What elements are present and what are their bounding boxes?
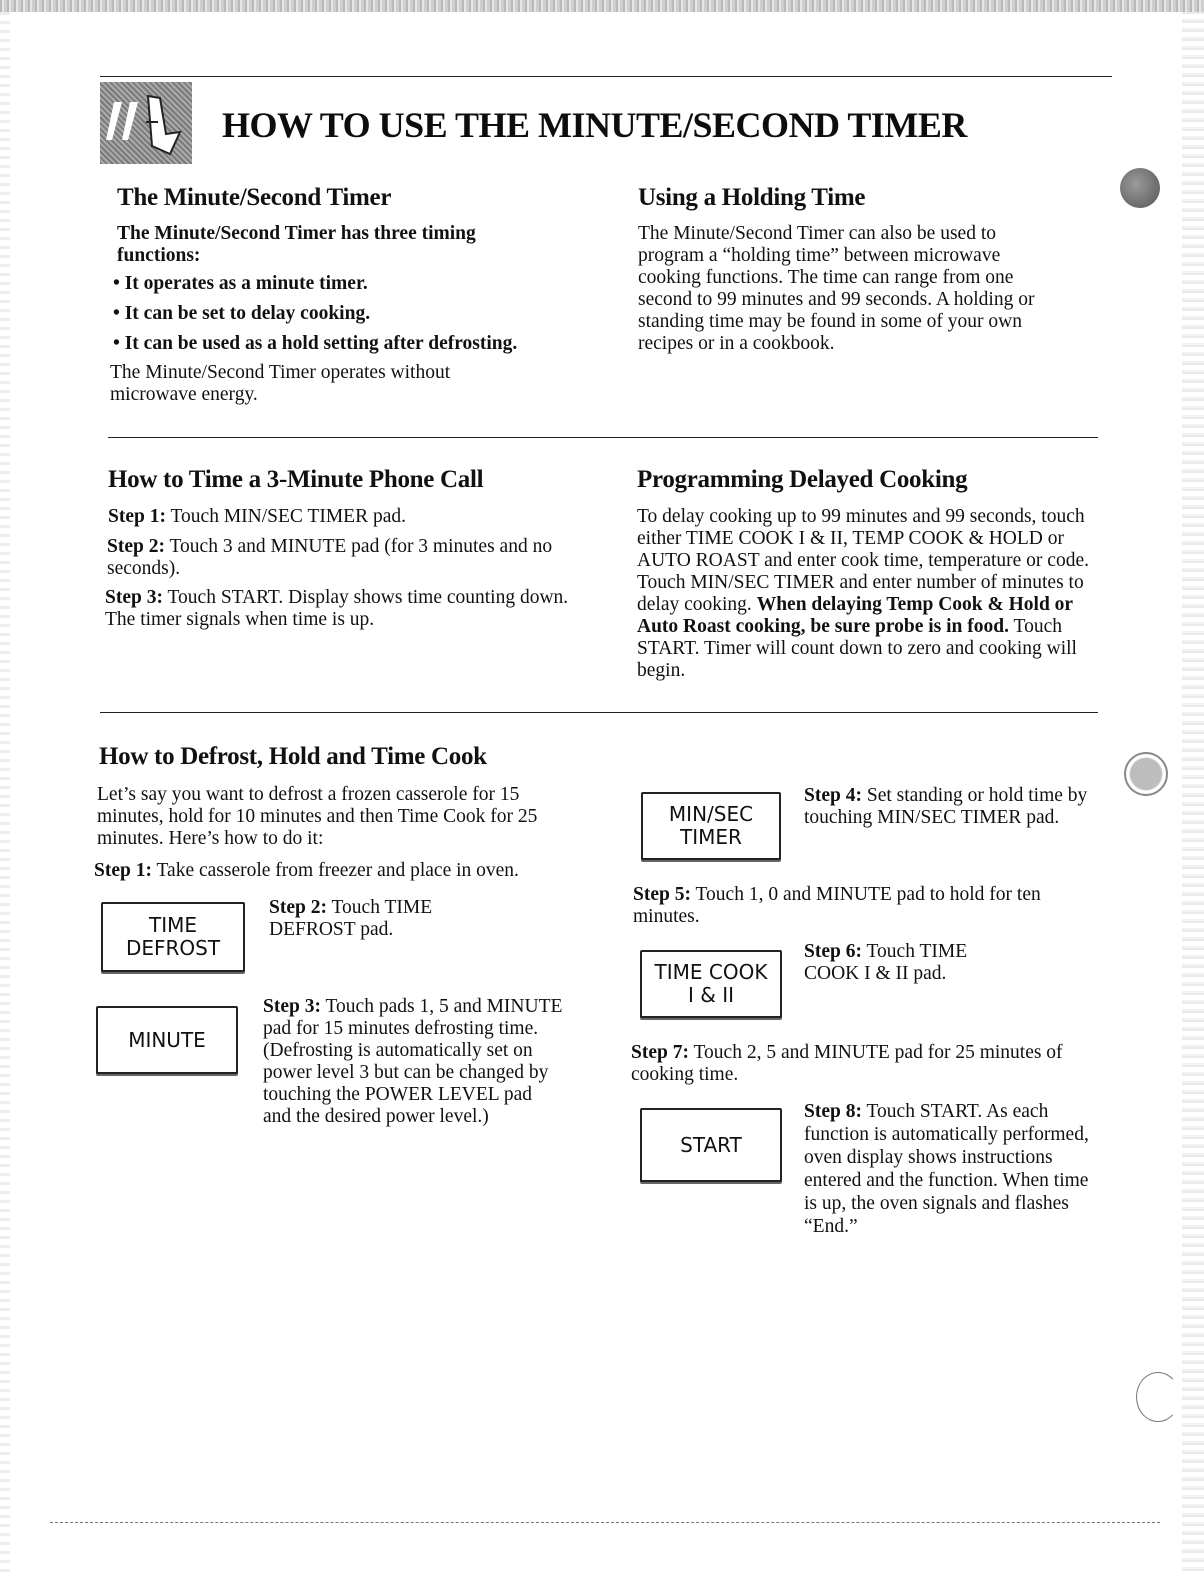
pad-label: TIME COOK I & II <box>654 960 768 1007</box>
step-text: Set standing or hold time by touching MIN/SEC TIMER pad. <box>804 785 1088 828</box>
list-item: • It can be set to delay cooking. <box>113 303 517 325</box>
pad-label: MINUTE <box>128 1027 206 1052</box>
phone-call-heading: How to Time a 3-Minute Phone Call <box>108 466 484 493</box>
step-label: Step 1: <box>94 860 152 881</box>
pad-label: START <box>680 1132 742 1157</box>
start-pad[interactable] <box>640 1108 782 1182</box>
step-label: Step 4: <box>804 785 862 806</box>
step-text: Touch TIME COOK I & II pad. <box>804 941 968 984</box>
hand-pointer-icon <box>100 82 192 164</box>
step-text: Touch MIN/SEC TIMER pad. <box>165 506 407 527</box>
defrost-hold-heading: How to Defrost, Hold and Time Cook <box>99 743 487 770</box>
step-text: Touch START. Display shows time counting down. The timer signals when time is up. <box>105 587 569 630</box>
step-label: Step 3: <box>263 996 321 1017</box>
defrost-hold-intro: Let’s say you want to defrost a frozen casserole for 15 minutes, hold for 10 minutes and then Time Cook for 25 minutes. Here’s how to do it: <box>97 784 538 849</box>
timer-section-heading: The Minute/Second Timer <box>117 184 392 211</box>
holding-time-heading: Using a Holding Time <box>638 184 866 211</box>
defrost-step-6 <box>804 941 1024 985</box>
step-text: Touch START. As each function is automatically performed, oven display shows instructions entered and the function. When time is up, the oven signals and flashes “End.” <box>804 1101 1089 1237</box>
scan-left-edge <box>0 12 10 1572</box>
punch-hole <box>1136 1372 1180 1422</box>
pad-label: MIN/SEC TIMER <box>668 802 754 849</box>
section-divider <box>100 712 1098 713</box>
step-label: Step 8: <box>804 1101 862 1122</box>
step-label: Step 5: <box>633 884 691 905</box>
delayed-cooking-heading: Programming Delayed Cooking <box>637 466 968 493</box>
list-item: • It operates as a minute timer. <box>113 273 517 295</box>
timer-intro: The Minute/Second Timer has three timing functions: <box>117 223 476 266</box>
step-text: Touch 3 and MINUTE pad (for 3 minutes and no seconds). <box>107 536 553 579</box>
phone-call-step-1 <box>108 506 578 528</box>
time-defrost-pad[interactable] <box>101 902 245 972</box>
timer-functions-list <box>113 273 517 363</box>
phone-call-step-3 <box>105 587 575 631</box>
delayed-cooking-text: To delay cooking up to 99 minutes and 99 seconds, touch either TIME COOK I & II, TEMP COOK & HOLD or AUTO ROAST and enter cook time, temperature or code. Touch MIN/SEC TIMER and enter number of minutes to delay cooking. <box>637 506 1089 615</box>
bottom-edge-line <box>50 1522 1160 1523</box>
step-text: Touch 2, 5 and MINUTE pad for 25 minutes of cooking time. <box>631 1042 1063 1085</box>
delayed-cooking-warning: When delaying Temp Cook & Hold or Auto Roast cooking, be sure probe is in food. <box>637 594 1073 637</box>
step-text: Touch TIME DEFROST pad. <box>269 897 433 940</box>
page-tab-marker <box>1120 168 1160 208</box>
minute-pad[interactable] <box>96 1006 238 1074</box>
page-title: HOW TO USE THE MINUTE/SECOND TIMER <box>222 105 967 145</box>
list-item: • It can be used as a hold setting after defrosting. <box>113 333 517 355</box>
page-tab-marker-secondary <box>1124 752 1168 796</box>
pad-label: TIME DEFROST <box>125 913 221 960</box>
step-text: Touch 1, 0 and MINUTE pad to hold for ten minutes. <box>633 884 1041 927</box>
scan-top-edge <box>0 0 1204 12</box>
scan-right-edge <box>1182 12 1204 1572</box>
step-label: Step 2: <box>107 536 165 557</box>
delayed-cooking-text-end: Touch START. Timer will count down to zero and cooking will begin. <box>637 616 1077 681</box>
step-text: Touch pads 1, 5 and MINUTE pad for 15 minutes defrosting time. (Defrosting is automatically set on power level 3 but can be changed by touching the POWER LEVEL pad and the desired power level.) <box>263 996 563 1127</box>
step-label: Step 7: <box>631 1042 689 1063</box>
header-rule <box>100 76 1112 77</box>
step-text: Take casserole from freezer and place in oven. <box>151 860 519 881</box>
delayed-cooking-body <box>637 506 1099 682</box>
defrost-step-8 <box>804 1100 1094 1238</box>
defrost-step-1 <box>94 860 574 882</box>
defrost-step-7 <box>631 1042 1101 1086</box>
holding-time-body: The Minute/Second Timer can also be used to program a “holding time” between microwave cooking functions. The time can range from one second to 99 minutes and 99 seconds. A holding or standing time may be found in some of your own recipes or in a cookbook. <box>638 223 1035 354</box>
defrost-step-4 <box>804 785 1094 829</box>
timer-note: The Minute/Second Timer operates without microwave energy. <box>110 362 451 405</box>
step-label: Step 1: <box>108 506 166 527</box>
phone-call-step-2 <box>107 536 577 580</box>
step-label: Step 3: <box>105 587 163 608</box>
step-label: Step 2: <box>269 897 327 918</box>
time-cook-pad[interactable] <box>640 950 782 1018</box>
section-divider <box>108 437 1098 438</box>
defrost-step-3 <box>263 996 563 1128</box>
step-label: Step 6: <box>804 941 862 962</box>
defrost-step-2 <box>269 897 489 941</box>
min-sec-timer-pad[interactable] <box>641 792 781 860</box>
defrost-step-5 <box>633 884 1073 928</box>
